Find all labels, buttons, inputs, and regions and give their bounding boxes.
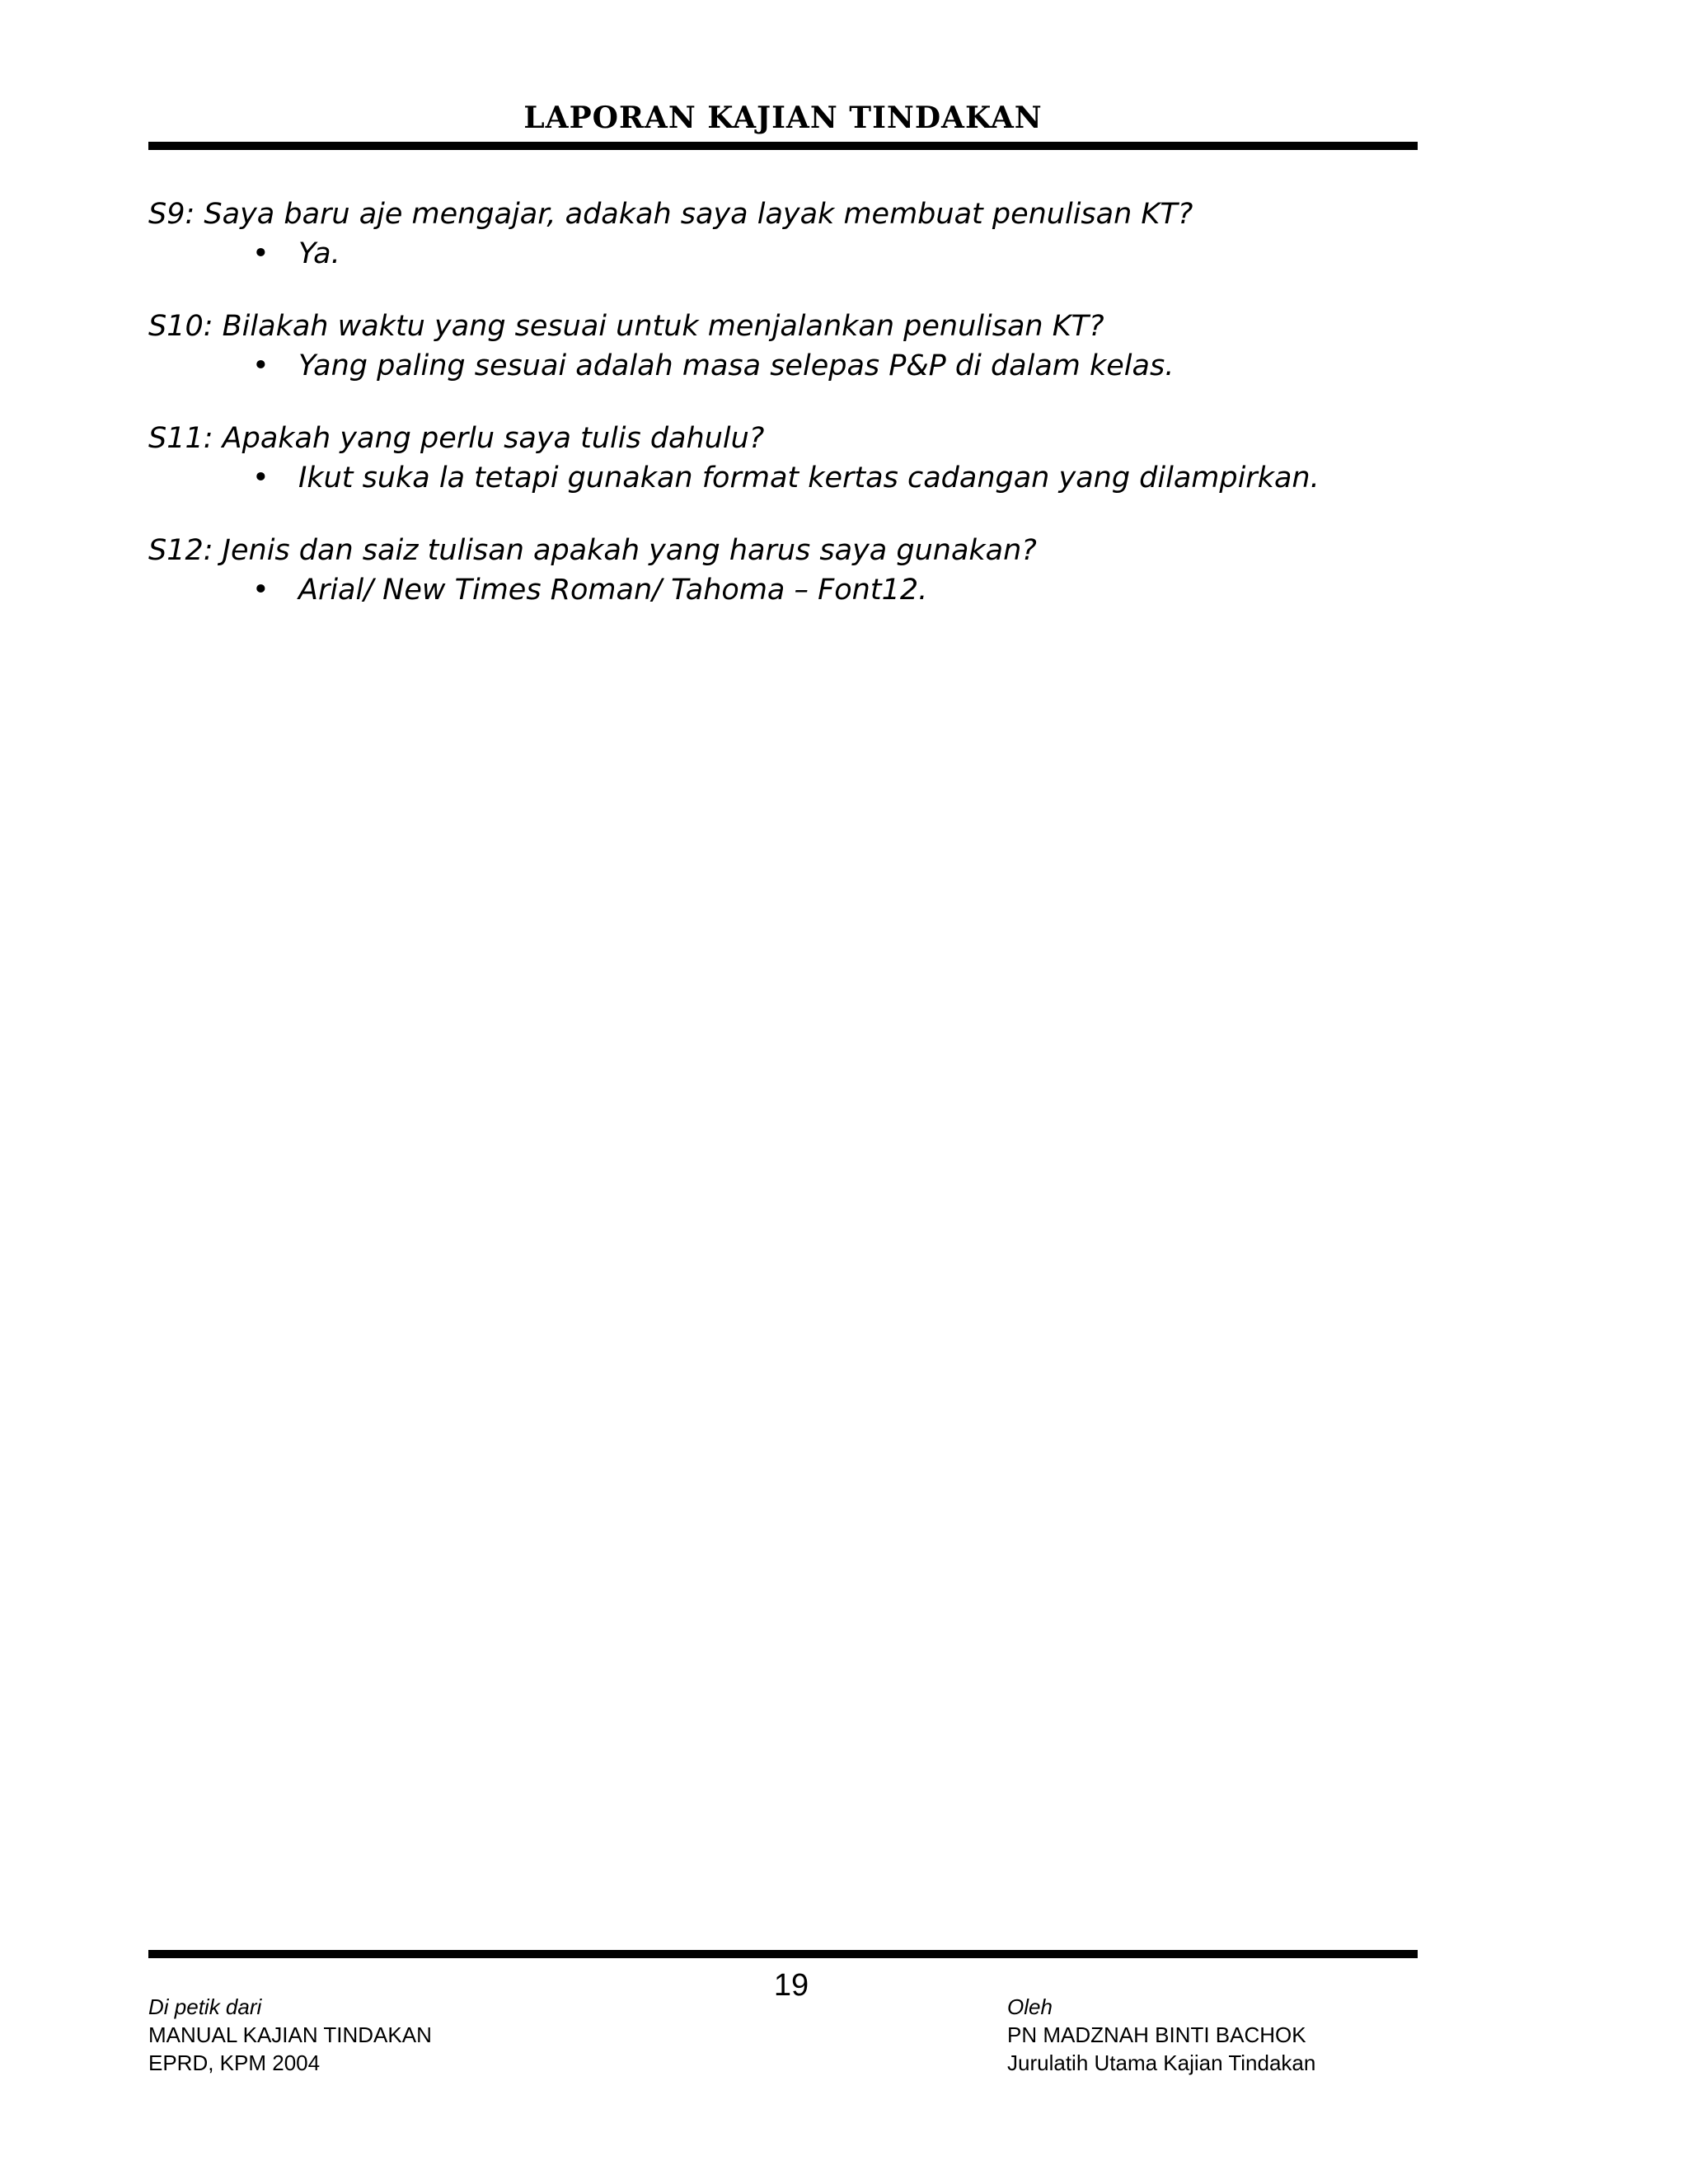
- footer-author: [1007, 1993, 1315, 2077]
- footer-source-title: MANUAL KAJIAN TINDAKAN: [148, 2022, 432, 2047]
- qa-item: [148, 194, 1434, 274]
- question-text: S11: Apakah yang perlu saya tulis dahulu?: [148, 422, 765, 455]
- footer-author-name: PN MADZNAH BINTI BACHOK: [1007, 2022, 1306, 2047]
- bullet-icon: •: [252, 462, 270, 494]
- footer-source-label: Di petik dari: [148, 1994, 262, 2019]
- answer-text: Ya.: [298, 237, 340, 270]
- answer-text: Yang paling sesuai adalah masa selepas P&P di dalam kelas.: [298, 349, 1175, 382]
- qa-item: [148, 531, 1434, 610]
- footer-divider: [148, 1950, 1418, 1958]
- footer-author-label: Oleh: [1007, 1994, 1053, 2019]
- bullet-icon: •: [252, 574, 270, 607]
- page-number: 19: [773, 1968, 809, 2003]
- qa-list: [148, 194, 1434, 643]
- qa-item: [148, 419, 1434, 498]
- bullet-icon: •: [252, 237, 270, 270]
- footer-source-publisher: EPRD, KPM 2004: [148, 2050, 321, 2075]
- answer-text: Arial/ New Times Roman/ Tahoma – Font12.: [298, 574, 928, 607]
- qa-item: [148, 307, 1434, 386]
- answer-item: [148, 570, 1434, 610]
- answer-item: [148, 234, 1434, 274]
- page-header-title: LAPORAN KAJIAN TINDAKAN: [523, 101, 1043, 135]
- question-text: S12: Jenis dan saiz tulisan apakah yang harus saya gunakan?: [148, 534, 1037, 567]
- answer-item: [148, 346, 1434, 386]
- header-divider: [148, 142, 1418, 150]
- footer-source: [148, 1993, 432, 2077]
- footer-author-role: Jurulatih Utama Kajian Tindakan: [1007, 2050, 1316, 2075]
- answer-item: [148, 458, 1434, 498]
- answer-text: Ikut suka la tetapi gunakan format kertas cadangan yang dilampirkan.: [298, 462, 1320, 494]
- bullet-icon: •: [252, 349, 270, 382]
- question-text: S9: Saya baru aje mengajar, adakah saya layak membuat penulisan KT?: [148, 198, 1193, 231]
- question-text: S10: Bilakah waktu yang sesuai untuk menjalankan penulisan KT?: [148, 310, 1104, 343]
